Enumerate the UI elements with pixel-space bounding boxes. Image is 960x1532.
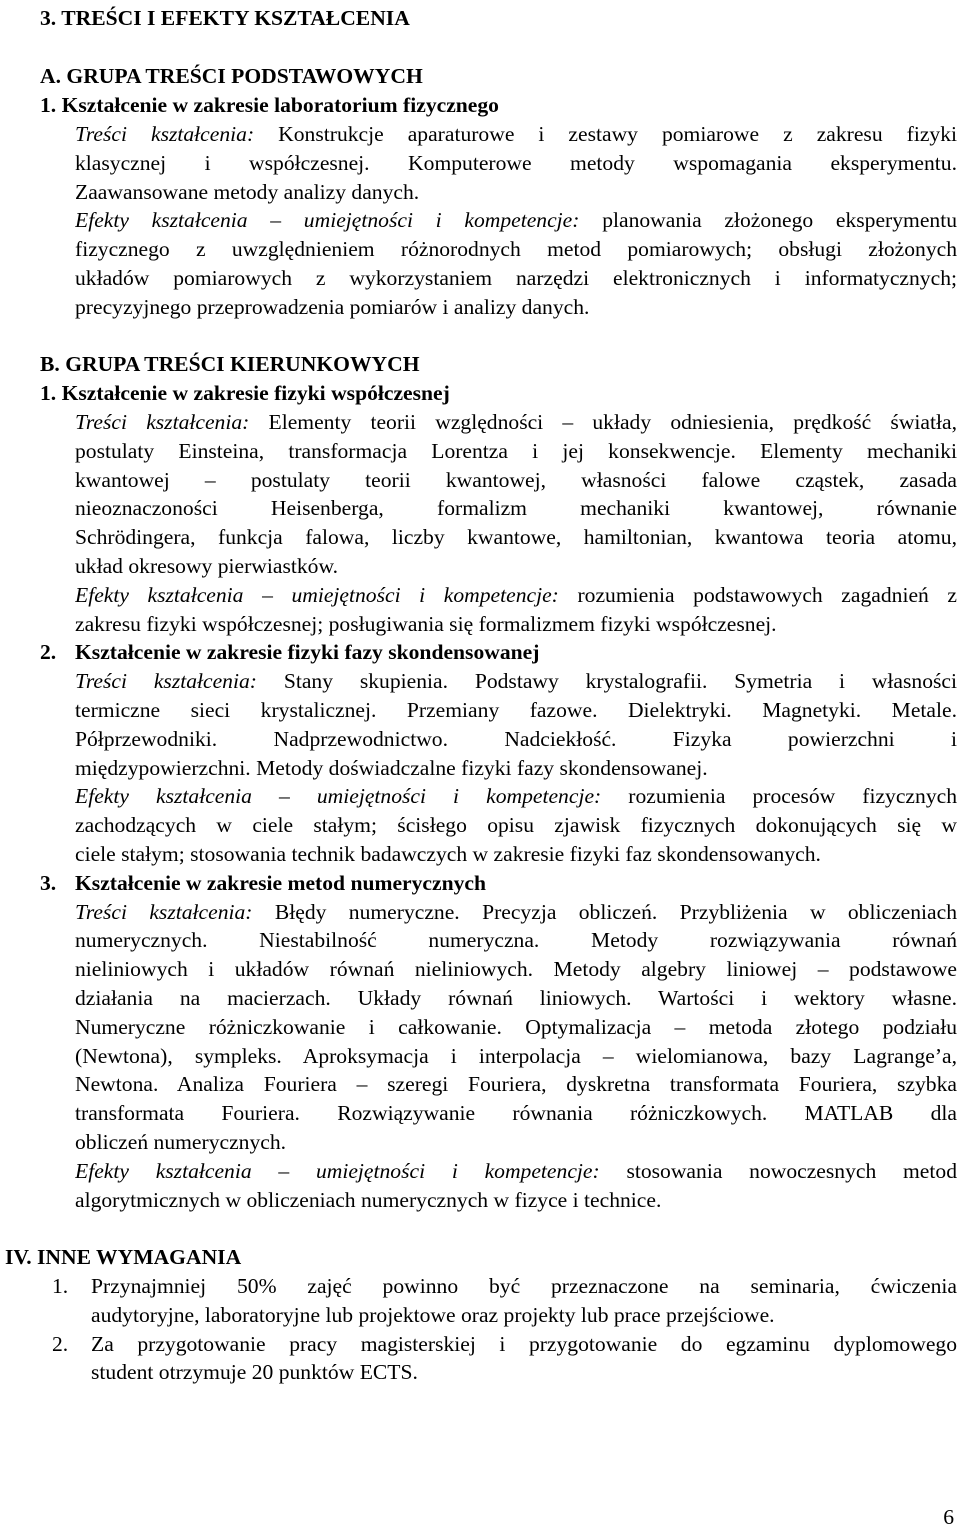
efekty-label: Efekty kształcenia – umiejętności i kompetencje:: [75, 583, 559, 607]
tresci-label: Treści kształcenia:: [75, 122, 255, 146]
item-number: 1.: [40, 93, 57, 117]
efekty-label: Efekty kształcenia – umiejętności i kompetencje:: [75, 208, 580, 232]
group-b-item3-efekty-line1: [75, 1157, 957, 1186]
group-b-item1-tresci-line4: nieoznaczoności Heisenberga, formalizm mechaniki kwantowej, równanie: [75, 496, 957, 520]
tresci-text: Elementy teorii względności – układy odniesienia, prędkość światła,: [268, 410, 957, 434]
section-iv-item1-number: 1.: [52, 1274, 69, 1298]
efekty-text: stosowania nowoczesnych metod: [626, 1159, 957, 1183]
group-b-item3-tresci-line2: numerycznych. Niestabilność numeryczna. Metody rozwiązywania równań: [75, 928, 957, 952]
tresci-label: Treści kształcenia:: [75, 669, 257, 693]
item-number: 2.: [40, 640, 57, 664]
group-a-title: A. GRUPA TREŚCI PODSTAWOWYCH: [40, 64, 423, 88]
item-number: 3.: [40, 871, 57, 895]
group-b-item1-tresci-line1: [75, 408, 957, 437]
group-a-item1-tresci-line1: [75, 120, 957, 149]
group-b-title: B. GRUPA TREŚCI KIERUNKOWYCH: [40, 352, 420, 376]
item-title: Kształcenie w zakresie laboratorium fizycznego: [61, 93, 499, 117]
group-b-item2-tresci-line3: Półprzewodniki. Nadprzewodnictwo. Nadciekłość. Fizyka powierzchni i: [75, 727, 957, 751]
group-b-item1-tresci-line6: układ okresowy pierwiastków.: [75, 554, 339, 578]
group-b-item1-efekty-line2: zakresu fizyki współczesnej; posługiwania się formalizmem fizyki współczesnej.: [75, 612, 777, 636]
group-a-item1-efekty-line4: precyzyjnego przeprowadzenia pomiarów i analizy danych.: [75, 295, 590, 319]
tresci-label: Treści kształcenia:: [75, 410, 250, 434]
group-b-item2-tresci-line2: termiczne sieci krystalicznej. Przemiany fazowe. Dielektryki. Magnetyki. Metale.: [75, 698, 957, 722]
group-a-item1-efekty-line3: układów pomiarowych z wykorzystaniem narzędzi elektronicznych i informatycznych;: [75, 266, 957, 290]
efekty-text: rozumienia podstawowych zagadnień z: [577, 583, 957, 607]
page-number: 6: [943, 1505, 954, 1529]
section-title: 3. TREŚCI I EFEKTY KSZTAŁCENIA: [40, 6, 410, 30]
group-b-item3-tresci-line5: Numeryczne różniczkowanie i całkowanie. Optymalizacja – metoda złotego podziału: [75, 1015, 957, 1039]
section-iv-item2-line1: Za przygotowanie pracy magisterskiej i przygotowanie do egzaminu dyplomowego: [91, 1332, 957, 1356]
group-a-item1-efekty-line1: [75, 206, 957, 235]
group-b-item1-tresci-line3: kwantowej – postulaty teorii kwantowej, własności falowe cząstek, zasada: [75, 468, 957, 492]
group-b-item1-efekty-line1: [75, 581, 957, 610]
group-b-item3-tresci-line6: (Newtona), sympleks. Aproksymacja i interpolacja – wielomianowa, bazy Lagrange’a,: [75, 1044, 957, 1068]
efekty-label: Efekty kształcenia – umiejętności i kompetencje:: [75, 1159, 600, 1183]
section-iv-item1-line1: Przynajmniej 50% zajęć powinno być przeznaczone na seminaria, ćwiczenia: [91, 1274, 957, 1298]
group-b-item2-heading: [40, 638, 922, 667]
group-b-item3-efekty-line2: algorytmicznych w obliczeniach numerycznych w fizyce i technice.: [75, 1188, 662, 1212]
group-a-item1-efekty-line2: fizycznego z uwzględnieniem różnorodnych metod pomiarowych; obsługi złożonych: [75, 237, 957, 261]
tresci-label: Treści kształcenia:: [75, 900, 253, 924]
group-a-item1-tresci-line2: klasycznej i współczesnej. Komputerowe metody wspomagania eksperymentu.: [75, 151, 957, 175]
group-b-item3-tresci-line7: Newtona. Analiza Fouriera – szeregi Fouriera, dyskretna transformata Fouriera, szybka: [75, 1072, 957, 1096]
group-b-item2-efekty-line2: zachodzących w ciele stałym; ścisłego opisu zjawisk fizycznych dokonujących się w: [75, 813, 957, 837]
item-title: Kształcenie w zakresie fizyki fazy skondensowanej: [75, 640, 540, 664]
section-iv-title: IV. INNE WYMAGANIA: [5, 1245, 242, 1269]
group-b-item1-tresci-line5: Schrödingera, funkcja falowa, liczby kwantowe, hamiltonian, kwantowa teoria atomu,: [75, 525, 957, 549]
item-number: 1.: [40, 381, 57, 405]
item-title: Kształcenie w zakresie metod numerycznych: [75, 871, 486, 895]
group-b-item3-tresci-line8: transformata Fouriera. Rozwiązywanie równania różniczkowych. MATLAB dla: [75, 1101, 957, 1125]
section-iv-item2-line2: student otrzymuje 20 punktów ECTS.: [91, 1360, 418, 1384]
group-b-item3-tresci-line4: działania na macierzach. Układy równań liniowych. Wartości i wektory własne.: [75, 986, 957, 1010]
group-b-item3-heading: [40, 869, 922, 898]
group-a-item1-tresci-line3: Zaawansowane metody analizy danych.: [75, 180, 420, 204]
group-a-item1-heading: [40, 91, 922, 120]
group-b-item2-tresci-line1: [75, 667, 957, 696]
section-iv-item1-line2: audytoryjne, laboratoryjne lub projektowe oraz projekty lub prace przejściowe.: [91, 1303, 775, 1327]
group-b-item3-tresci-line9: obliczeń numerycznych.: [75, 1130, 287, 1154]
group-b-item2-efekty-line3: ciele stałym; stosowania technik badawczych w zakresie fizyki faz skondensowanych.: [75, 842, 821, 866]
group-b-item1-heading: [40, 379, 922, 408]
tresci-text: Stany skupienia. Podstawy krystalografii. Symetria i własności: [283, 669, 957, 693]
item-title: Kształcenie w zakresie fizyki współczesnej: [61, 381, 450, 405]
efekty-text: rozumienia procesów fizycznych: [628, 784, 957, 808]
group-b-item2-efekty-line1: [75, 782, 957, 811]
tresci-text: Błędy numeryczne. Precyzja obliczeń. Przybliżenia w obliczeniach: [274, 900, 957, 924]
group-b-item2-tresci-line4: międzypowierzchni. Metody doświadczalne fizyki fazy skondensowanej.: [75, 756, 708, 780]
efekty-label: Efekty kształcenia – umiejętności i kompetencje:: [75, 784, 602, 808]
group-b-item3-tresci-line1: [75, 898, 957, 927]
group-b-item3-tresci-line3: nieliniowych i układów równań nieliniowych. Metody algebry liniowej – podstawowe: [75, 957, 957, 981]
group-b-item1-tresci-line2: postulaty Einsteina, transformacja Lorentza i jej konsekwencje. Elementy mechaniki: [75, 439, 957, 463]
efekty-text: planowania złożonego eksperymentu: [602, 208, 957, 232]
section-iv-item2-number: 2.: [52, 1332, 69, 1356]
tresci-text: Konstrukcje aparaturowe i zestawy pomiarowe z zakresu fizyki: [278, 122, 957, 146]
